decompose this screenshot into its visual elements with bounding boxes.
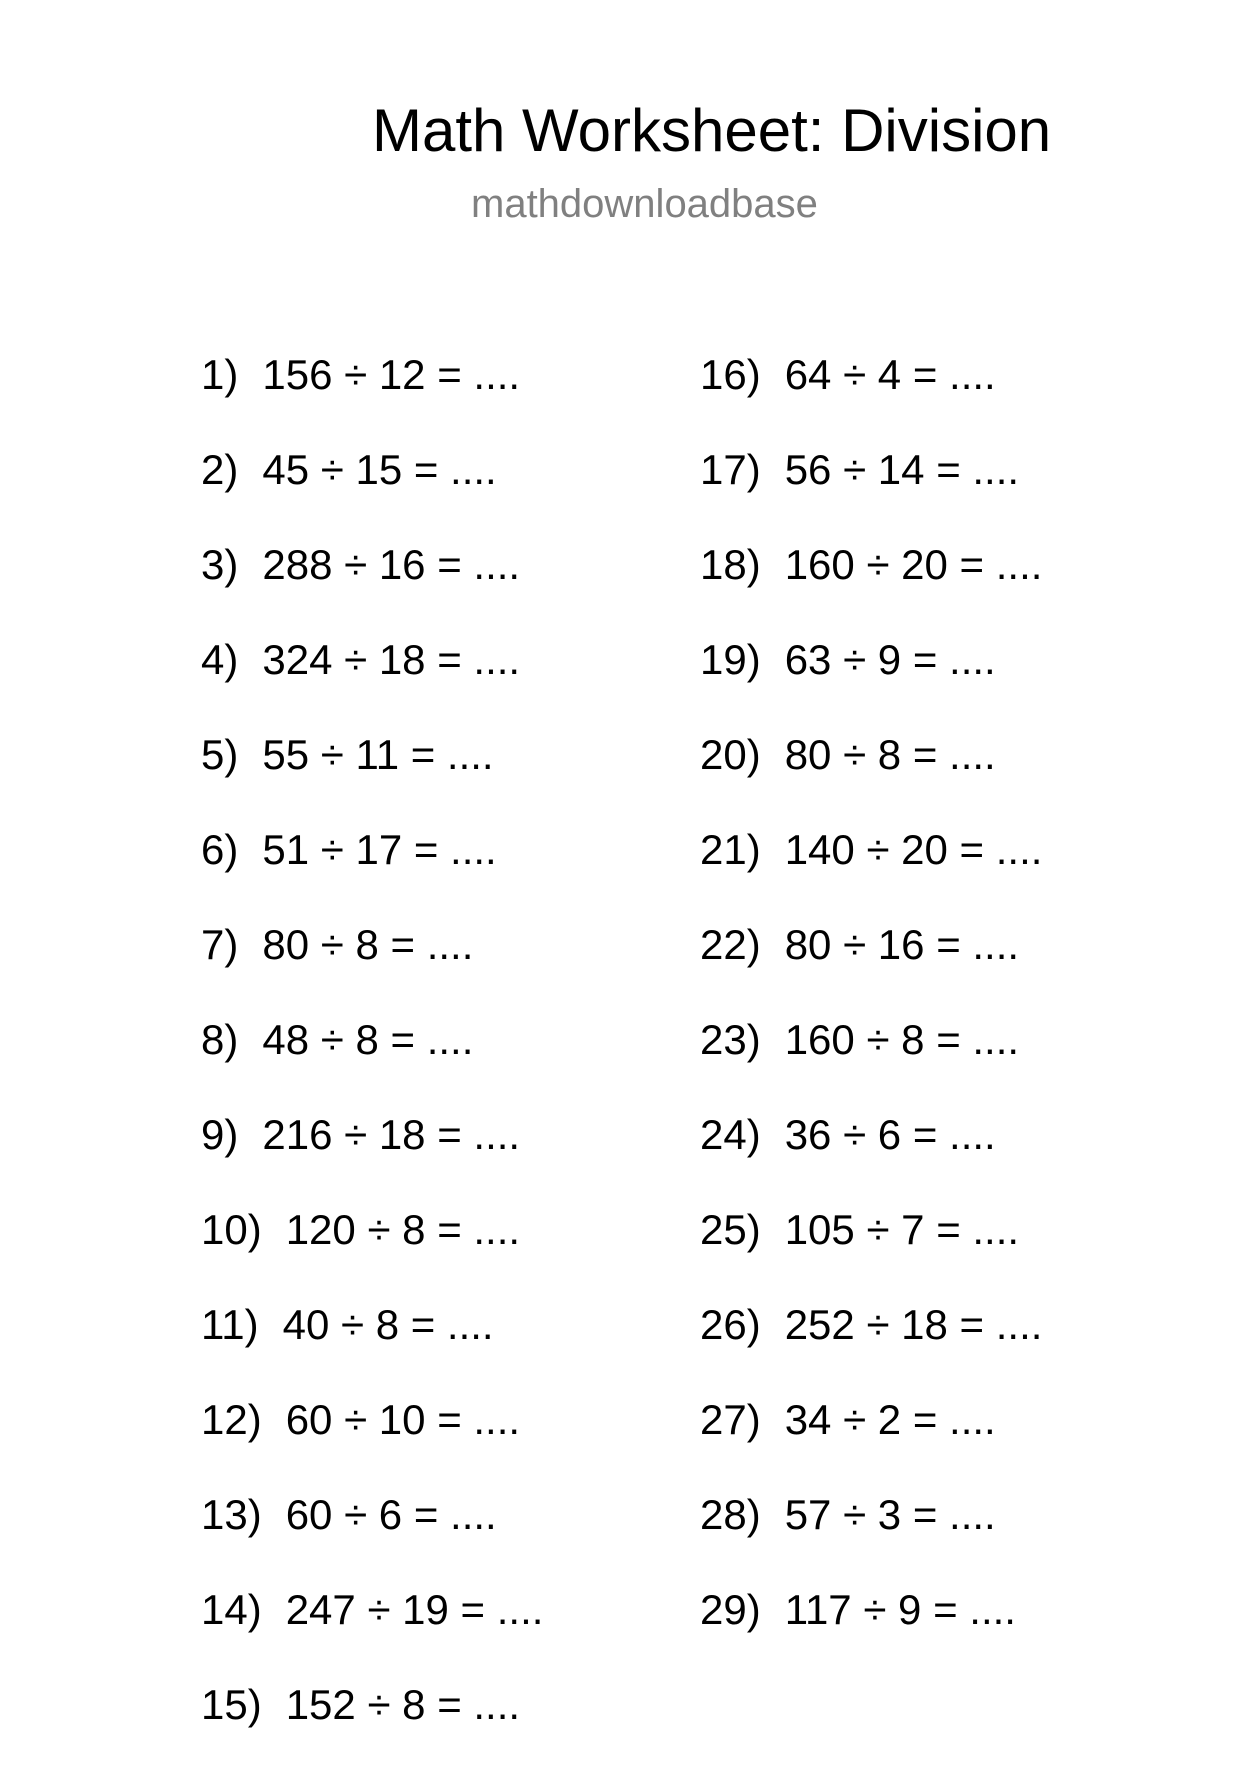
- problem-number: 2): [201, 446, 239, 493]
- problem-item: [700, 920, 1042, 1015]
- problem-expression: 324 ÷ 18 = ....: [262, 636, 521, 683]
- problem-expression: 55 ÷ 11 = ....: [262, 731, 494, 778]
- problem-item: [201, 1205, 543, 1300]
- problem-number: 5): [201, 731, 239, 778]
- problem-expression: 60 ÷ 6 = ....: [285, 1491, 497, 1538]
- problem-expression: 64 ÷ 4 = ....: [784, 351, 996, 398]
- problem-expression: 34 ÷ 2 = ....: [784, 1396, 996, 1443]
- problem-number: 9): [201, 1111, 239, 1158]
- problem-number: 7): [201, 921, 239, 968]
- problem-item: [700, 825, 1042, 920]
- problem-number: 6): [201, 826, 239, 873]
- problem-expression: 216 ÷ 18 = ....: [262, 1111, 521, 1158]
- problem-expression: 120 ÷ 8 = ....: [285, 1206, 521, 1253]
- problem-item: [201, 540, 543, 635]
- problem-item: [201, 825, 543, 920]
- problem-number: 17): [700, 446, 761, 493]
- problem-expression: 40 ÷ 8 = ....: [282, 1301, 494, 1348]
- problem-item: [700, 1395, 1042, 1490]
- problem-item: [201, 1680, 543, 1775]
- problem-number: 21): [700, 826, 761, 873]
- problem-expression: 252 ÷ 18 = ....: [784, 1301, 1043, 1348]
- problem-expression: 160 ÷ 8 = ....: [784, 1016, 1020, 1063]
- problems-left-column: [201, 350, 543, 1775]
- problem-item: [201, 1490, 543, 1585]
- problem-number: 19): [700, 636, 761, 683]
- problem-item: [201, 635, 543, 730]
- problem-expression: 51 ÷ 17 = ....: [262, 826, 497, 873]
- problem-expression: 117 ÷ 9 = ....: [784, 1586, 1016, 1633]
- worksheet-title: Math Worksheet: Division: [372, 97, 1052, 164]
- problem-number: 25): [700, 1206, 761, 1253]
- problem-item: [201, 920, 543, 1015]
- problem-expression: 57 ÷ 3 = ....: [784, 1491, 996, 1538]
- problem-item: [700, 350, 1042, 445]
- problem-number: 11): [201, 1301, 259, 1348]
- problem-number: 15): [201, 1681, 262, 1728]
- problem-number: 28): [700, 1491, 761, 1538]
- problem-number: 16): [700, 351, 761, 398]
- problem-number: 24): [700, 1111, 761, 1158]
- problems-right-column: [700, 350, 1042, 1680]
- problem-expression: 60 ÷ 10 = ....: [285, 1396, 521, 1443]
- problem-number: 27): [700, 1396, 761, 1443]
- problem-item: [700, 635, 1042, 730]
- problem-item: [700, 1585, 1042, 1680]
- problem-number: 10): [201, 1206, 262, 1253]
- problem-item: [201, 1300, 543, 1395]
- problem-item: [201, 1395, 543, 1490]
- problem-item: [201, 1585, 543, 1680]
- problem-item: [201, 445, 543, 540]
- problem-expression: 288 ÷ 16 = ....: [262, 541, 521, 588]
- problem-item: [201, 1015, 543, 1110]
- problem-item: [700, 1300, 1042, 1395]
- problem-number: 26): [700, 1301, 761, 1348]
- problem-expression: 160 ÷ 20 = ....: [784, 541, 1043, 588]
- problem-item: [700, 730, 1042, 825]
- problem-item: [700, 1110, 1042, 1205]
- problem-number: 3): [201, 541, 239, 588]
- problem-number: 1): [201, 351, 239, 398]
- problem-item: [700, 540, 1042, 635]
- problem-number: 13): [201, 1491, 262, 1538]
- problem-expression: 80 ÷ 16 = ....: [784, 921, 1020, 968]
- problem-expression: 80 ÷ 8 = ....: [784, 731, 996, 778]
- problem-expression: 48 ÷ 8 = ....: [262, 1016, 474, 1063]
- problem-item: [201, 350, 543, 445]
- problem-expression: 36 ÷ 6 = ....: [784, 1111, 996, 1158]
- problem-expression: 63 ÷ 9 = ....: [784, 636, 996, 683]
- problem-number: 23): [700, 1016, 761, 1063]
- problem-item: [700, 445, 1042, 540]
- problem-expression: 56 ÷ 14 = ....: [784, 446, 1020, 493]
- problem-number: 29): [700, 1586, 761, 1633]
- worksheet-subtitle: mathdownloadbase: [471, 182, 818, 226]
- problem-expression: 80 ÷ 8 = ....: [262, 921, 474, 968]
- problem-item: [700, 1205, 1042, 1300]
- problem-item: [201, 730, 543, 825]
- problem-item: [201, 1110, 543, 1205]
- problem-expression: 105 ÷ 7 = ....: [784, 1206, 1020, 1253]
- problem-expression: 247 ÷ 19 = ....: [285, 1586, 544, 1633]
- problem-number: 4): [201, 636, 239, 683]
- problem-expression: 152 ÷ 8 = ....: [285, 1681, 521, 1728]
- problem-expression: 156 ÷ 12 = ....: [262, 351, 521, 398]
- problem-item: [700, 1490, 1042, 1585]
- problem-number: 20): [700, 731, 761, 778]
- problem-number: 12): [201, 1396, 262, 1443]
- problem-number: 18): [700, 541, 761, 588]
- problem-number: 8): [201, 1016, 239, 1063]
- problem-number: 22): [700, 921, 761, 968]
- problem-expression: 45 ÷ 15 = ....: [262, 446, 497, 493]
- problem-number: 14): [201, 1586, 262, 1633]
- problem-item: [700, 1015, 1042, 1110]
- problem-expression: 140 ÷ 20 = ....: [784, 826, 1043, 873]
